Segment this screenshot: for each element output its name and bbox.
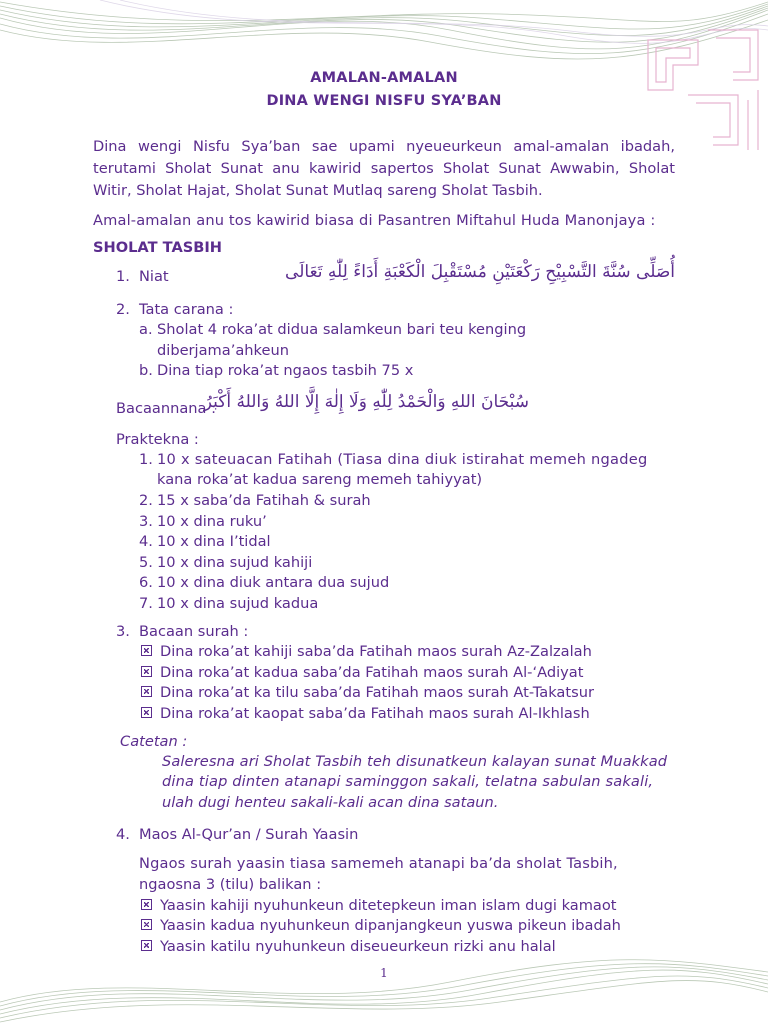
niat-number: 1. xyxy=(116,268,130,285)
bottom-wave-decoration xyxy=(0,954,768,1024)
tata-label: Tata carana : xyxy=(139,301,234,318)
praktek-item-text: 15 x saba’da Fatihah & surah xyxy=(157,492,371,509)
catetan-line1: Saleresna ari Sholat Tasbih teh disunatkeun kalayan sunat Muakkad xyxy=(162,753,668,770)
surah-item xyxy=(141,664,583,681)
surah-item-text: Dina roka’at kaopat saba’da Fatihah maos surah Al-Ikhlash xyxy=(160,705,590,722)
bacaan-surah-label: Bacaan surah : xyxy=(139,623,249,640)
maos-label: Maos Al-Qur’an / Surah Yaasin xyxy=(139,826,359,843)
yaasin-item-text: Yaasin katilu nyuhunkeun diseueurkeun rizki anu halal xyxy=(160,938,556,955)
document-title-line2: DINA WENGI NISFU SYA’BAN xyxy=(266,93,502,109)
tata-a-line1: Sholat 4 roka’at didua salamkeun bari teu kenging xyxy=(157,321,527,338)
tata-b-text: Dina tiap roka’at ngaos tasbih 75 x xyxy=(157,362,414,379)
checkbox-bullet-icon xyxy=(141,940,152,951)
tata-b-marker: b. xyxy=(139,362,153,379)
yaasin-item-text: Yaasin kahiji nyuhunkeun ditetepkeun iman islam dugi kamaot xyxy=(160,897,617,914)
niat-arabic: أُصَلِّى سُنَّةَ التَّسْبِيْحِ رَكْعَتَيْنِ مُسْتَقْبِلَ الْكَعْبَةِ أَدَاءً لِلّٰهِ تَعَالَى xyxy=(285,262,675,282)
tata-a-marker: a. xyxy=(139,321,153,338)
surah-item-text: Dina roka’at kadua saba’da Fatihah maos surah Al-‘Adiyat xyxy=(160,664,584,681)
surah-item xyxy=(141,643,592,660)
yaasin-item-text: Yaasin kadua nyuhunkeun dipanjangkeun yuswa pikeun ibadah xyxy=(160,917,621,934)
bacaan-arabic: سُبْحَانَ اللهِ وَالْحَمْدُ لِلّٰهِ وَلَا إِلٰهَ إِلَّا اللهُ وَاللهُ أَكْبَرُ xyxy=(203,392,529,412)
surah-item xyxy=(141,684,594,701)
yaasin-item xyxy=(141,897,617,914)
niat-label: Niat xyxy=(139,268,169,285)
checkbox-bullet-icon xyxy=(141,707,152,718)
praktek-item-number: 6. xyxy=(139,574,153,591)
section-heading: SHOLAT TASBIH xyxy=(93,239,223,256)
maos-number: 4. xyxy=(116,826,130,843)
checkbox-bullet-icon xyxy=(141,645,152,656)
corner-pattern-decoration xyxy=(628,20,768,155)
tata-a-line2: diberjama’ahkeun xyxy=(157,342,289,359)
maos-para-line1: Ngaos surah yaasin tiasa samemeh atanapi ba’da sholat Tasbih, xyxy=(139,855,618,872)
praktek-item-number: 7. xyxy=(139,595,153,612)
surah-item xyxy=(141,705,590,722)
praktek-item-text: kana roka’at kadua sareng memeh tahiyyat) xyxy=(157,471,483,488)
praktek-item-text: 10 x dina sujud kadua xyxy=(157,595,319,612)
praktek-item-text: 10 x dina diuk antara dua sujud xyxy=(157,574,390,591)
bacaan-surah-number: 3. xyxy=(116,623,130,640)
catetan-label: Catetan : xyxy=(120,733,188,750)
bacaan-label: Bacaannana : xyxy=(116,400,217,417)
catetan-line3: ulah dugi henteu sakali-kali acan dina sataun. xyxy=(162,794,499,811)
praktek-item-number: 3. xyxy=(139,513,153,530)
praktek-item-number: 1. xyxy=(139,451,153,468)
amal-intro: Amal-amalan anu tos kawirid biasa di Pasantren Miftahul Huda Manonjaya : xyxy=(93,212,656,229)
praktek-item-text: 10 x dina sujud kahiji xyxy=(157,554,313,571)
document-title-line1: AMALAN-AMALAN xyxy=(310,70,458,86)
praktek-item-text: 10 x sateuacan Fatihah (Tiasa dina diuk istirahat memeh ngadeg xyxy=(157,451,648,468)
checkbox-bullet-icon xyxy=(141,686,152,697)
checkbox-bullet-icon xyxy=(141,666,152,677)
praktek-item-number: 5. xyxy=(139,554,153,571)
praktek-item-text: 10 x dina ruku’ xyxy=(157,513,267,530)
page-number: 1 xyxy=(380,966,388,980)
praktek-label: Praktekna : xyxy=(116,431,199,448)
yaasin-item xyxy=(141,917,621,934)
praktek-item-number: 2. xyxy=(139,492,153,509)
catetan-line2: dina tiap dinten atanapi saminggon sakali, telatna sabulan sakali, xyxy=(162,773,654,790)
tata-number: 2. xyxy=(116,301,130,318)
intro-paragraph: Dina wengi Nisfu Sya’ban sae upami nyeueurkeun amal-amalan ibadah, terutami Sholat Sunat anu kawirid sapertos Sholat Sunat Awwabin, Sholat Witir, Sholat Hajat, Sholat Sunat Mutlaq sareng Sholat Tasbih. xyxy=(93,138,675,199)
yaasin-item xyxy=(141,938,556,955)
checkbox-bullet-icon xyxy=(141,919,152,930)
surah-item-text: Dina roka’at kahiji saba’da Fatihah maos surah Az-Zalzalah xyxy=(160,643,592,660)
praktek-item-number: 4. xyxy=(139,533,153,550)
praktek-item-text: 10 x dina I’tidal xyxy=(157,533,271,550)
maos-para-line2: ngaosna 3 (tilu) balikan : xyxy=(139,876,322,893)
checkbox-bullet-icon xyxy=(141,899,152,910)
surah-item-text: Dina roka’at ka tilu saba’da Fatihah maos surah At-Takatsur xyxy=(160,684,594,701)
